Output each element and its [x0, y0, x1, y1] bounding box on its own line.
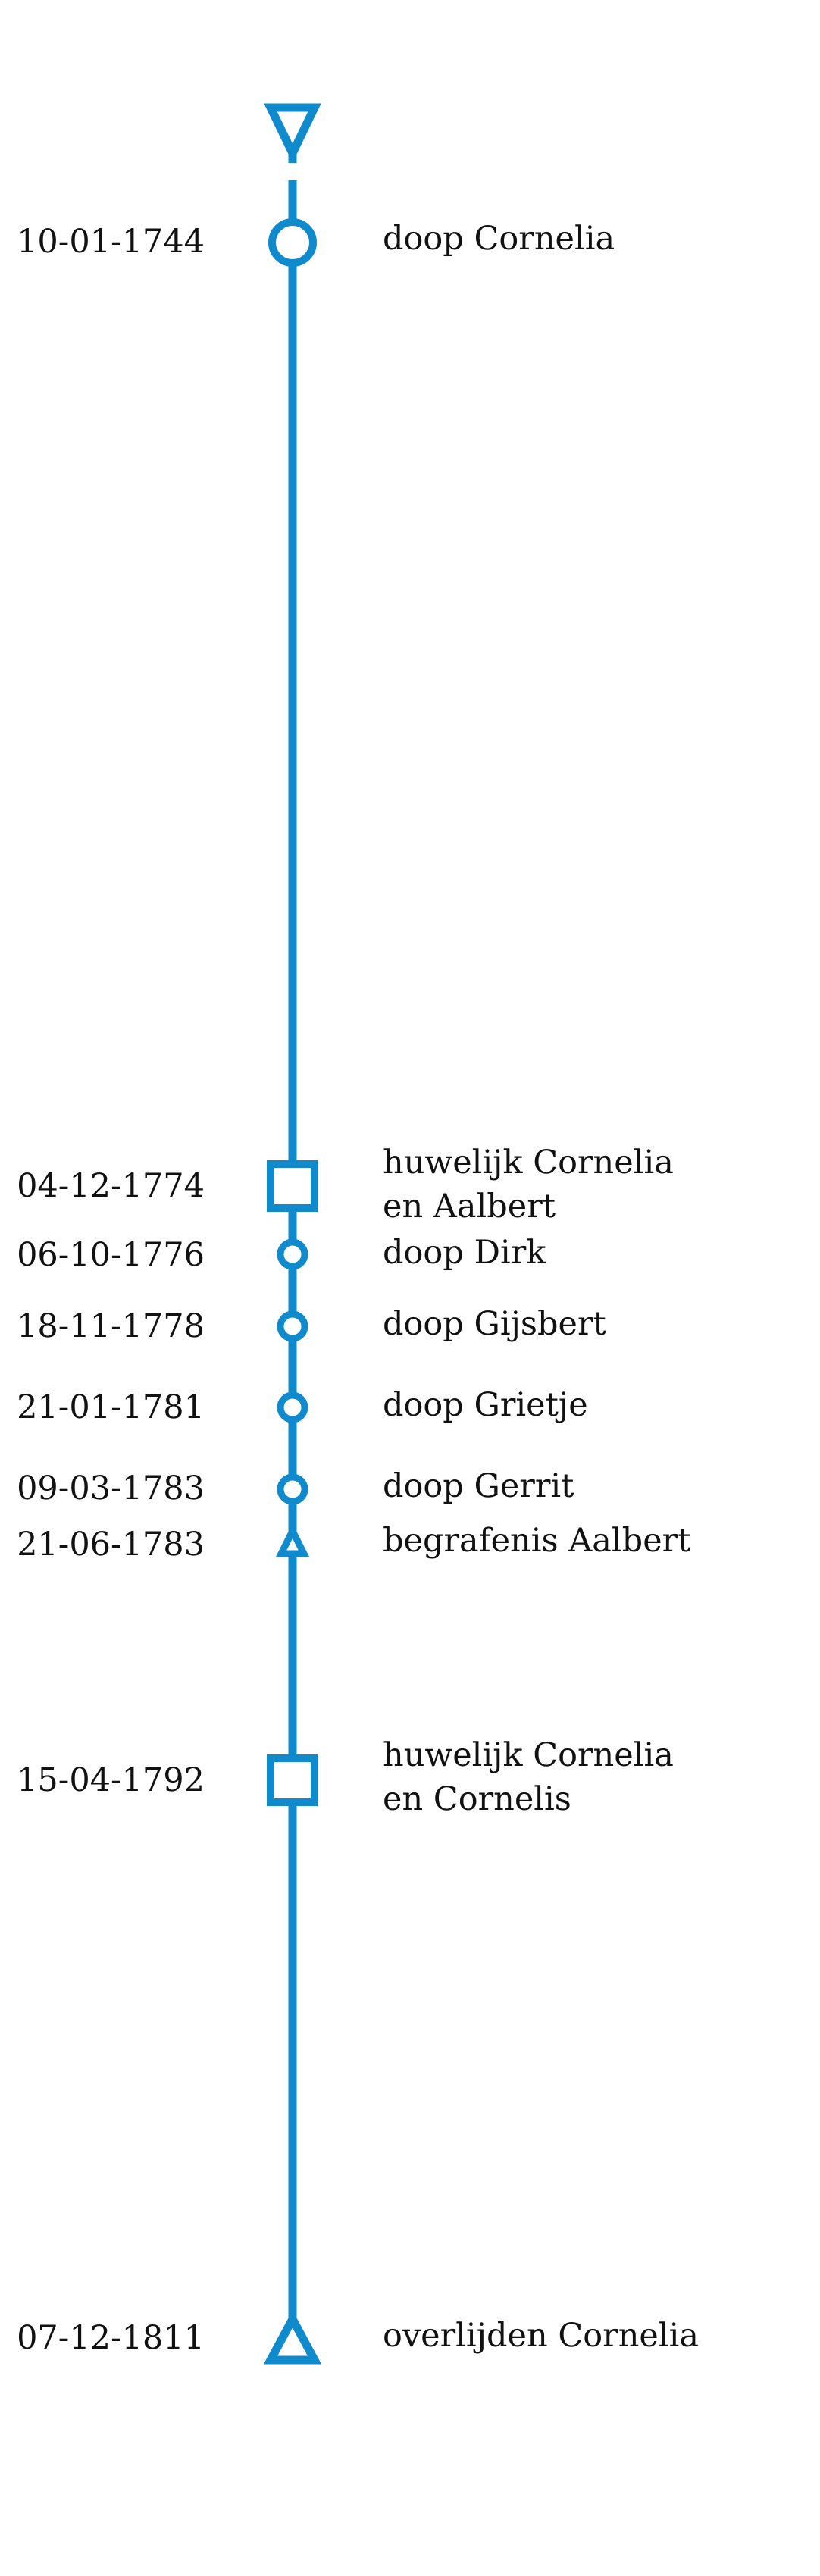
event-label: begrafenis Aalbert: [383, 1522, 691, 1560]
event-date: 07-12-1811: [17, 2319, 205, 2357]
circle-large-icon: [272, 222, 313, 263]
event-date: 10-01-1744: [17, 223, 205, 261]
event-label: huwelijk Cornelia en Aalbert: [383, 1144, 674, 1225]
event-label: doop Gerrit: [383, 1467, 574, 1505]
event-label: doop Cornelia: [383, 220, 615, 258]
circle-small-icon: [280, 1477, 305, 1501]
event-date: 21-06-1783: [17, 1526, 205, 1563]
circle-small-icon: [280, 1395, 305, 1419]
event-label: overlijden Cornelia: [383, 2317, 699, 2355]
event-label: doop Gijsbert: [383, 1305, 606, 1343]
event-date: 18-11-1778: [17, 1307, 205, 1345]
event-date: 06-10-1776: [17, 1236, 205, 1274]
triangle-small-icon: [281, 1531, 304, 1554]
event-date: 15-04-1792: [17, 1761, 205, 1799]
triangle-large-icon: [271, 2319, 315, 2360]
square-icon: [271, 1164, 315, 1208]
circle-small-icon: [280, 1314, 305, 1338]
event-label: huwelijk Cornelia en Cornelis: [383, 1736, 674, 1818]
square-icon: [271, 1758, 315, 1802]
event-date: 09-03-1783: [17, 1470, 205, 1507]
event-date: 21-01-1781: [17, 1388, 205, 1426]
circle-small-icon: [280, 1242, 305, 1266]
event-label: doop Dirk: [383, 1234, 546, 1272]
event-date: 04-12-1774: [17, 1167, 205, 1205]
event-label: doop Grietje: [383, 1386, 588, 1424]
down-triangle-icon: [271, 108, 315, 153]
